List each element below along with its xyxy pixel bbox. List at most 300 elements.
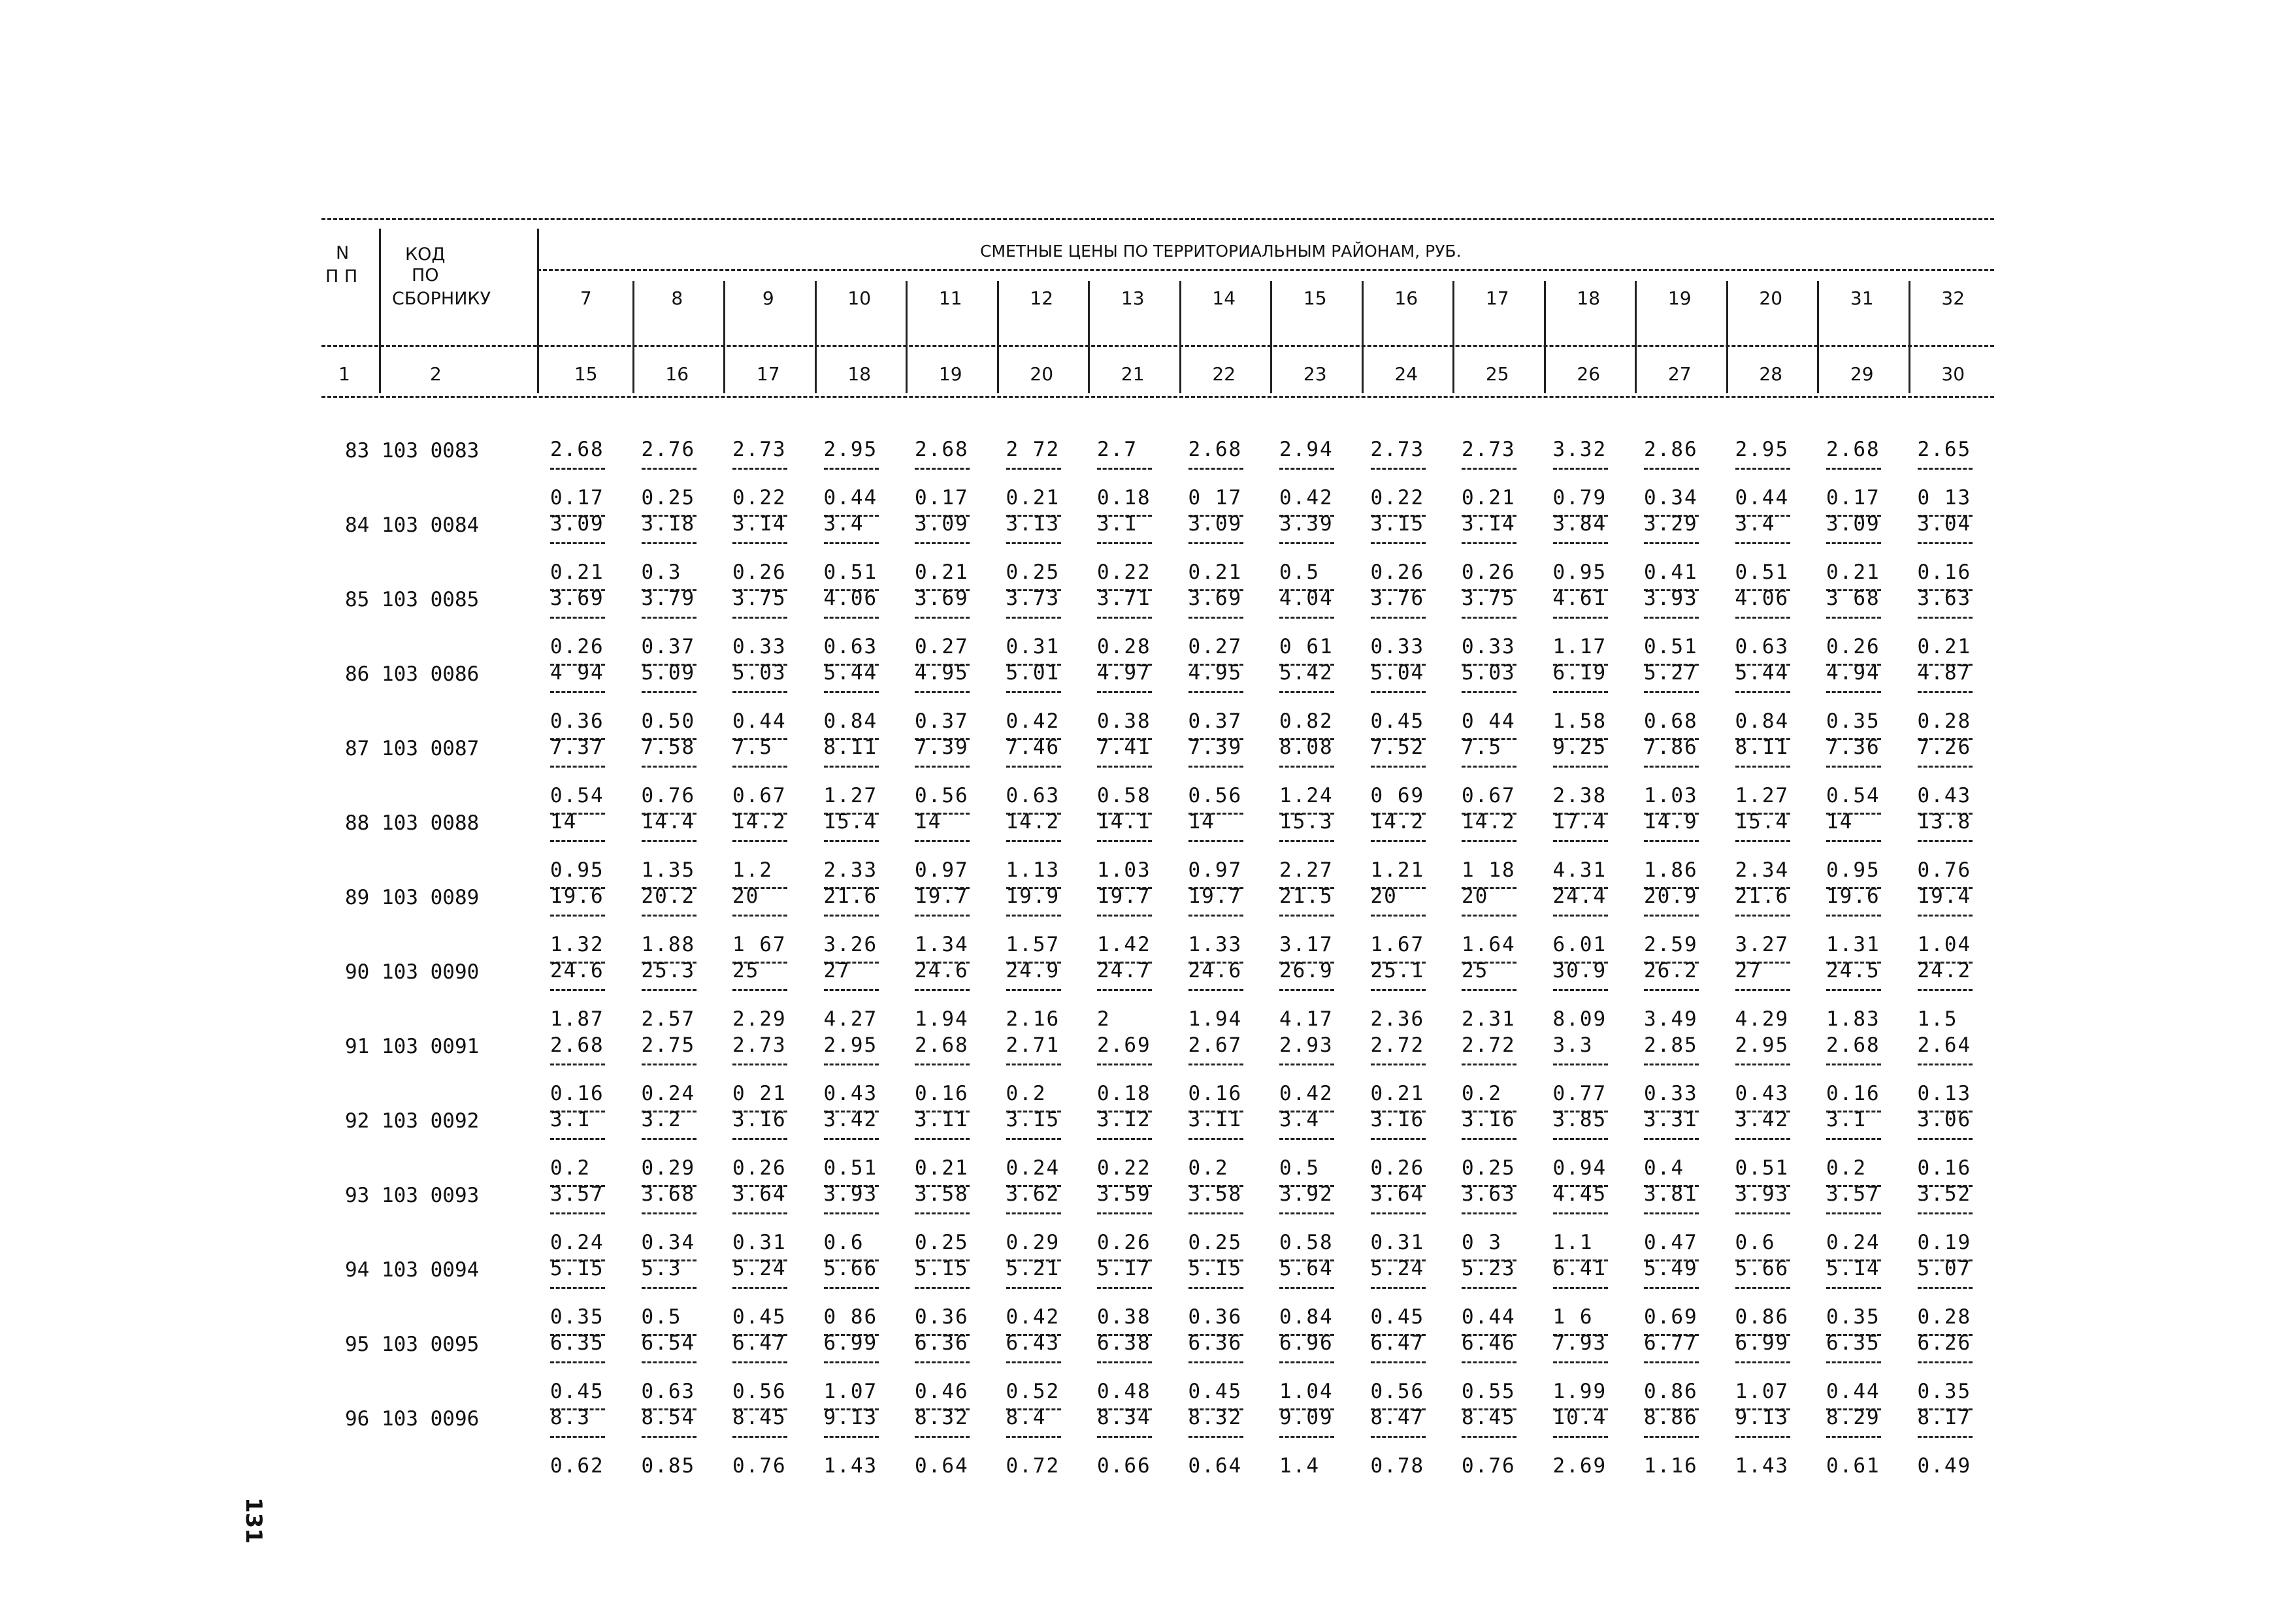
table-cell-bottom: 0.25 [1462, 1156, 1516, 1180]
fraction-rule [915, 1436, 970, 1438]
fraction-rule [642, 1361, 696, 1363]
table-cell-bottom: 0.22 [732, 486, 787, 510]
table-cell-bottom: 0.63 [1735, 635, 1790, 658]
header-top-rule [321, 218, 1994, 220]
table-cell-bottom: 0.17 [550, 486, 604, 510]
table-cell-top: 5.64 [1279, 1257, 1334, 1280]
fraction-rule [732, 691, 787, 693]
table-cell-top: 2.71 [1006, 1033, 1060, 1057]
table-cell-bottom: 0.51 [1644, 635, 1698, 658]
fraction-rule [1188, 840, 1243, 842]
table-cell-top: 2.93 [1279, 1033, 1334, 1057]
table-cell-top: 8.47 [1370, 1406, 1425, 1429]
table-cell-bottom: 0.64 [1188, 1454, 1243, 1478]
table-cell-bottom: 0 21 [732, 1082, 787, 1105]
row-label: 93 103 0093 [345, 1184, 480, 1207]
table-cell-bottom: 0.2 [550, 1156, 591, 1180]
table-cell-bottom: 0.44 [823, 486, 878, 510]
region-separator [1452, 281, 1454, 393]
table-cell-bottom: 0.17 [1826, 486, 1880, 510]
table-cell-top: 14 [550, 810, 578, 834]
table-cell-top: 7.39 [1188, 736, 1243, 759]
table-cell-bottom: 0.55 [1462, 1380, 1516, 1403]
region-separator [1270, 281, 1272, 393]
table-cell-bottom: 1.16 [1644, 1454, 1698, 1478]
region-separator [997, 281, 999, 393]
fraction-rule [1644, 915, 1699, 917]
table-cell-bottom: 0.42 [1279, 1082, 1334, 1105]
table-cell-top: 3.2 [641, 1108, 682, 1131]
table-cell-top: 2.65 [1917, 438, 1972, 461]
table-cell-top: 7.5 [732, 736, 773, 759]
table-cell-top: 7.36 [1826, 736, 1880, 759]
header-region-11: 11 [938, 287, 962, 309]
row-label: 85 103 0085 [345, 588, 480, 611]
table-cell-bottom: 0.52 [1006, 1380, 1060, 1403]
region-separator [1179, 281, 1181, 393]
fraction-rule [642, 1287, 696, 1289]
fraction-rule [1918, 542, 1973, 544]
fraction-rule [1644, 766, 1699, 768]
table-cell-bottom: 0.37 [641, 635, 696, 658]
table-cell-bottom: 2.59 [1644, 933, 1698, 956]
table-cell-top: 4.04 [1279, 587, 1334, 610]
fraction-rule [1279, 468, 1334, 470]
table-cell-bottom: 0.16 [1826, 1082, 1880, 1105]
header-code-3: СБОРНИКУ [392, 289, 491, 309]
table-cell-bottom: 0.68 [1644, 709, 1698, 733]
header-separator [537, 229, 539, 393]
table-cell-bottom: 0.31 [1370, 1231, 1425, 1254]
table-cell-bottom: 1.27 [823, 784, 878, 807]
table-cell-top: 17.4 [1552, 810, 1607, 834]
table-cell-top: 5.42 [1279, 661, 1334, 685]
fraction-rule [1462, 691, 1516, 693]
table-cell-top: 3.39 [1279, 512, 1334, 536]
fraction-rule [824, 1287, 879, 1289]
table-cell-bottom: 3.26 [823, 933, 878, 956]
header-colnum-24: 24 [1394, 363, 1418, 385]
region-separator [906, 281, 908, 393]
fraction-rule [550, 766, 605, 768]
table-cell-bottom: 0.26 [1462, 560, 1516, 584]
table-cell-top: 3.64 [1370, 1182, 1425, 1206]
table-cell-bottom: 0 61 [1279, 635, 1334, 658]
fraction-rule [1371, 766, 1426, 768]
fraction-rule [1006, 915, 1061, 917]
fraction-rule [732, 840, 787, 842]
table-cell-bottom: 0.2 [1462, 1082, 1502, 1105]
table-cell-top: 3.12 [1097, 1108, 1151, 1131]
table-cell-top: 19.9 [1006, 885, 1060, 908]
table-cell-bottom: 2.29 [732, 1007, 787, 1031]
table-cell-bottom: 0.34 [641, 1231, 696, 1254]
fraction-rule [1097, 1212, 1152, 1214]
fraction-rule [550, 617, 605, 619]
fraction-rule [1735, 766, 1790, 768]
header-colnum-27: 27 [1667, 363, 1692, 385]
fraction-rule [1279, 766, 1334, 768]
fraction-rule [1006, 840, 1061, 842]
fraction-rule [915, 1361, 970, 1363]
table-cell-top: 19.7 [1188, 885, 1243, 908]
table-cell-bottom: 0.27 [1188, 635, 1243, 658]
table-cell-top: 6.96 [1279, 1331, 1334, 1355]
table-cell-bottom: 1.31 [1826, 933, 1880, 956]
fraction-rule [1553, 468, 1608, 470]
fraction-rule [1735, 1138, 1790, 1140]
fraction-rule [1006, 691, 1061, 693]
fraction-rule [1644, 1361, 1699, 1363]
fraction-rule [1371, 1138, 1426, 1140]
table-cell-bottom: 0.24 [641, 1082, 696, 1105]
fraction-rule [1279, 915, 1334, 917]
fraction-rule [1006, 1064, 1061, 1065]
table-cell-top: 3.63 [1462, 1182, 1516, 1206]
region-separator [1544, 281, 1546, 393]
table-cell-top: 2.7 [1097, 438, 1138, 461]
fraction-rule [642, 542, 696, 544]
fraction-rule [1826, 691, 1881, 693]
fraction-rule [1462, 1436, 1516, 1438]
table-cell-bottom: 0.31 [732, 1231, 787, 1254]
table-cell-top: 5.15 [1188, 1257, 1243, 1280]
table-cell-bottom: 0.67 [732, 784, 787, 807]
table-cell-bottom: 0.76 [732, 1454, 787, 1478]
fraction-rule [642, 1212, 696, 1214]
fraction-rule [1371, 840, 1426, 842]
fraction-rule [1006, 989, 1061, 991]
fraction-rule [1371, 617, 1426, 619]
row-label: 87 103 0087 [345, 737, 480, 760]
fraction-rule [824, 468, 879, 470]
title-rule [537, 269, 1994, 271]
region-separator [1817, 281, 1819, 393]
table-cell-bottom: 0.6 [1735, 1231, 1776, 1254]
table-cell-top: 4.87 [1917, 661, 1972, 685]
fraction-rule [732, 1064, 787, 1065]
fraction-rule [1188, 1436, 1243, 1438]
table-cell-top: 20 [1462, 885, 1489, 908]
table-cell-top: 5.14 [1826, 1257, 1880, 1280]
table-cell-bottom: 0.21 [1917, 635, 1972, 658]
header-colnum-30: 30 [1941, 363, 1965, 385]
fraction-rule [550, 1212, 605, 1214]
header-region-7: 7 [580, 287, 592, 309]
table-cell-bottom: 0.21 [1462, 486, 1516, 510]
table-cell-bottom: 0.33 [732, 635, 787, 658]
table-cell-bottom: 0.79 [1552, 486, 1607, 510]
table-cell-top: 19.4 [1917, 885, 1972, 908]
fraction-rule [1735, 1212, 1790, 1214]
fraction-rule [1918, 1436, 1973, 1438]
fraction-rule [642, 617, 696, 619]
table-cell-bottom: 0.44 [1826, 1380, 1880, 1403]
fraction-rule [1735, 691, 1790, 693]
table-cell-bottom: 0 17 [1188, 486, 1243, 510]
table-header [321, 218, 1994, 398]
fraction-rule [1097, 989, 1152, 991]
table-cell-top: 2.76 [641, 438, 696, 461]
table-cell-top: 6.77 [1644, 1331, 1698, 1355]
fraction-rule [1553, 691, 1608, 693]
table-cell-top: 5.15 [550, 1257, 604, 1280]
fraction-rule [1553, 915, 1608, 917]
table-cell-top: 4 94 [550, 661, 604, 685]
table-cell-top: 3.75 [732, 587, 787, 610]
table-cell-top: 3.18 [641, 512, 696, 536]
fraction-rule [1371, 1436, 1426, 1438]
table-cell-bottom: 0.76 [1462, 1454, 1516, 1478]
table-cell-top: 9.13 [823, 1406, 878, 1429]
table-cell-bottom: 0.22 [1370, 486, 1425, 510]
fraction-rule [1644, 1287, 1699, 1289]
table-cell-top: 25.3 [641, 959, 696, 983]
fraction-rule [1188, 1361, 1243, 1363]
table-cell-top: 6.41 [1552, 1257, 1607, 1280]
table-cell-bottom: 0.45 [1188, 1380, 1243, 1403]
table-cell-top: 2.85 [1644, 1033, 1698, 1057]
table-cell-top: 8.32 [915, 1406, 969, 1429]
table-cell-bottom: 0.69 [1644, 1305, 1698, 1329]
fraction-rule [1097, 915, 1152, 917]
table-cell-top: 19.6 [550, 885, 604, 908]
table-cell-bottom: 1 6 [1552, 1305, 1594, 1329]
fraction-rule [1918, 1064, 1973, 1065]
table-cell-bottom: 1.07 [1735, 1380, 1790, 1403]
table-cell-bottom: 1.2 [732, 858, 773, 882]
fraction-rule [1735, 617, 1790, 619]
table-cell-bottom: 0.56 [732, 1380, 787, 1403]
table-cell-top: 2.95 [1735, 1033, 1790, 1057]
table-cell-top: 3.58 [1188, 1182, 1243, 1206]
header-bottom-rule [321, 396, 1994, 398]
table-cell-top: 3.73 [1006, 587, 1060, 610]
table-cell-top: 2.94 [1279, 438, 1334, 461]
table-cell-top: 2.86 [1644, 438, 1698, 461]
table-cell-bottom: 1.43 [1735, 1454, 1790, 1478]
fraction-rule [1918, 691, 1973, 693]
table-cell-bottom: 0 86 [823, 1305, 878, 1329]
table-cell-top: 14 [1826, 810, 1854, 834]
fraction-rule [642, 468, 696, 470]
fraction-rule [550, 915, 605, 917]
table-cell-top: 25 [732, 959, 760, 983]
table-cell-top: 5.49 [1644, 1257, 1698, 1280]
fraction-rule [642, 915, 696, 917]
table-cell-bottom: 2.33 [823, 858, 878, 882]
fraction-rule [550, 1064, 605, 1065]
table-cell-top: 3.75 [1462, 587, 1516, 610]
fraction-rule [732, 1212, 787, 1214]
fraction-rule [1462, 1064, 1516, 1065]
fraction-rule [1279, 1212, 1334, 1214]
table-cell-bottom: 3.49 [1644, 1007, 1698, 1031]
table-cell-top: 3.1 [1097, 512, 1138, 536]
fraction-rule [1462, 542, 1516, 544]
table-cell-bottom: 0.16 [1917, 560, 1972, 584]
table-cell-bottom: 2.16 [1006, 1007, 1060, 1031]
fraction-rule [1097, 840, 1152, 842]
table-cell-bottom: 2.34 [1735, 858, 1790, 882]
table-cell-top: 6.36 [1188, 1331, 1243, 1355]
table-cell-bottom: 0.2 [1006, 1082, 1047, 1105]
fraction-rule [1097, 1436, 1152, 1438]
table-body [321, 398, 1994, 1509]
table-cell-bottom: 0.77 [1552, 1082, 1607, 1105]
fraction-rule [1553, 766, 1608, 768]
table-cell-bottom: 0.21 [915, 560, 969, 584]
table-cell-top: 2.68 [915, 1033, 969, 1057]
table-cell-bottom: 0.28 [1917, 709, 1972, 733]
table-cell-top: 3.14 [1462, 512, 1516, 536]
table-cell-bottom: 0.29 [641, 1156, 696, 1180]
table-cell-top: 3.09 [915, 512, 969, 536]
table-cell-bottom: 1.88 [641, 933, 696, 956]
fraction-rule [824, 542, 879, 544]
table-cell-top: 27 [823, 959, 851, 983]
table-cell-top: 6.38 [1097, 1331, 1151, 1355]
fraction-rule [1006, 1436, 1061, 1438]
fraction-rule [1826, 1138, 1881, 1140]
table-cell-bottom: 0.16 [915, 1082, 969, 1105]
fraction-rule [1735, 840, 1790, 842]
table-cell-bottom: 0.84 [823, 709, 878, 733]
table-cell-top: 2.69 [1097, 1033, 1151, 1057]
table-cell-bottom: 1 18 [1462, 858, 1516, 882]
fraction-rule [1188, 1212, 1243, 1214]
fraction-rule [1462, 617, 1516, 619]
table-cell-top: 4.97 [1097, 661, 1151, 685]
table-cell-bottom: 0.31 [1006, 635, 1060, 658]
fraction-rule [1188, 691, 1243, 693]
table-cell-top: 3.32 [1552, 438, 1607, 461]
fraction-rule [550, 1361, 605, 1363]
row-label: 92 103 0092 [345, 1109, 480, 1133]
table-cell-top: 2 72 [1006, 438, 1060, 461]
table-cell-bottom: 0.58 [1279, 1231, 1334, 1254]
table-cell-bottom: 0.33 [1644, 1082, 1698, 1105]
table-cell-bottom: 1.83 [1826, 1007, 1880, 1031]
table-cell-top: 6.19 [1552, 661, 1607, 685]
table-cell-bottom: 0 13 [1917, 486, 1972, 510]
fraction-rule [1826, 1212, 1881, 1214]
table-cell-bottom: 0.64 [915, 1454, 969, 1478]
table-cell-bottom: 0.22 [1097, 560, 1151, 584]
table-cell-top: 26.9 [1279, 959, 1334, 983]
fraction-rule [1371, 1064, 1426, 1065]
page-number: 131 [240, 1497, 267, 1544]
table-cell-top: 3.4 [823, 512, 864, 536]
table-cell-top: 3.62 [1006, 1182, 1060, 1206]
table-cell-bottom: 0.36 [550, 709, 604, 733]
table-cell-top: 3.52 [1917, 1182, 1972, 1206]
fraction-rule [1371, 691, 1426, 693]
fraction-rule [824, 766, 879, 768]
table-cell-top: 8.34 [1097, 1406, 1151, 1429]
table-cell-bottom: 0.27 [915, 635, 969, 658]
header-region-12: 12 [1030, 287, 1054, 309]
table-cell-bottom: 0.63 [1006, 784, 1060, 807]
table-cell-top: 24.4 [1552, 885, 1607, 908]
table-cell-top: 3.3 [1552, 1033, 1594, 1057]
fraction-rule [1553, 1361, 1608, 1363]
table-cell-bottom: 1.94 [915, 1007, 969, 1031]
table-cell-bottom: 0.51 [1735, 1156, 1790, 1180]
table-cell-bottom: 1.24 [1279, 784, 1334, 807]
table-cell-top: 6.47 [732, 1331, 787, 1355]
fraction-rule [915, 468, 970, 470]
table-cell-top: 5.44 [823, 661, 878, 685]
fraction-rule [1644, 1064, 1699, 1065]
table-cell-bottom: 0.95 [550, 858, 604, 882]
table-cell-top: 8.11 [1735, 736, 1790, 759]
table-cell-top: 3.68 [641, 1182, 696, 1206]
table-cell-top: 24.5 [1826, 959, 1880, 983]
table-cell-bottom: 0.28 [1917, 1305, 1972, 1329]
table-cell-bottom: 1.87 [550, 1007, 604, 1031]
table-cell-bottom: 0.43 [1917, 784, 1972, 807]
fraction-rule [1553, 1064, 1608, 1065]
row-label: 91 103 0091 [345, 1035, 480, 1058]
table-cell-bottom: 0.42 [1279, 486, 1334, 510]
table-cell-top: 3.29 [1644, 512, 1698, 536]
table-cell-bottom: 0.13 [1917, 1082, 1972, 1105]
fraction-rule [824, 989, 879, 991]
table-cell-top: 7.5 [1462, 736, 1502, 759]
table-cell-top: 2.64 [1917, 1033, 1972, 1057]
table-cell-bottom: 0.26 [732, 560, 787, 584]
table-cell-top: 2.73 [732, 438, 787, 461]
table-cell-bottom: 0.51 [823, 560, 878, 584]
fraction-rule [1644, 691, 1699, 693]
table-cell-bottom: 0.45 [1370, 709, 1425, 733]
row-label: 83 103 0083 [345, 439, 480, 463]
table-cell-top: 3.93 [1735, 1182, 1790, 1206]
table-cell-top: 3.14 [732, 512, 787, 536]
table-cell-bottom: 0.43 [823, 1082, 878, 1105]
fraction-rule [824, 617, 879, 619]
table-cell-bottom: 0.24 [550, 1231, 604, 1254]
table-cell-top: 2.72 [1462, 1033, 1516, 1057]
table-cell-bottom: 0.16 [1188, 1082, 1243, 1105]
table-cell-top: 24.9 [1006, 959, 1060, 983]
table-cell-bottom: 0.84 [1279, 1305, 1334, 1329]
table-cell-bottom: 0.5 [641, 1305, 682, 1329]
table-cell-top: 20 [1370, 885, 1398, 908]
fraction-rule [1371, 1212, 1426, 1214]
fraction-rule [1097, 1138, 1152, 1140]
row-label: 96 103 0096 [345, 1407, 480, 1431]
table-cell-top: 5.09 [641, 661, 696, 685]
table-cell-top: 14 [1188, 810, 1215, 834]
table-cell-top: 2.73 [732, 1033, 787, 1057]
header-colnum-20: 20 [1030, 363, 1054, 385]
fraction-rule [1918, 1138, 1973, 1140]
table-cell-bottom: 0.33 [1462, 635, 1516, 658]
table-cell-top: 10.4 [1552, 1406, 1607, 1429]
table-cell-bottom: 1.03 [1097, 858, 1151, 882]
table-cell-top: 3.15 [1370, 512, 1425, 536]
fraction-rule [1371, 915, 1426, 917]
table-cell-top: 3.69 [915, 587, 969, 610]
table-cell-top: 2.68 [550, 438, 604, 461]
fraction-rule [1279, 1436, 1334, 1438]
table-cell-bottom: 0.21 [915, 1156, 969, 1180]
row-label: 95 103 0095 [345, 1333, 480, 1356]
fraction-rule [1644, 1138, 1699, 1140]
table-cell-bottom: 0.43 [1735, 1082, 1790, 1105]
